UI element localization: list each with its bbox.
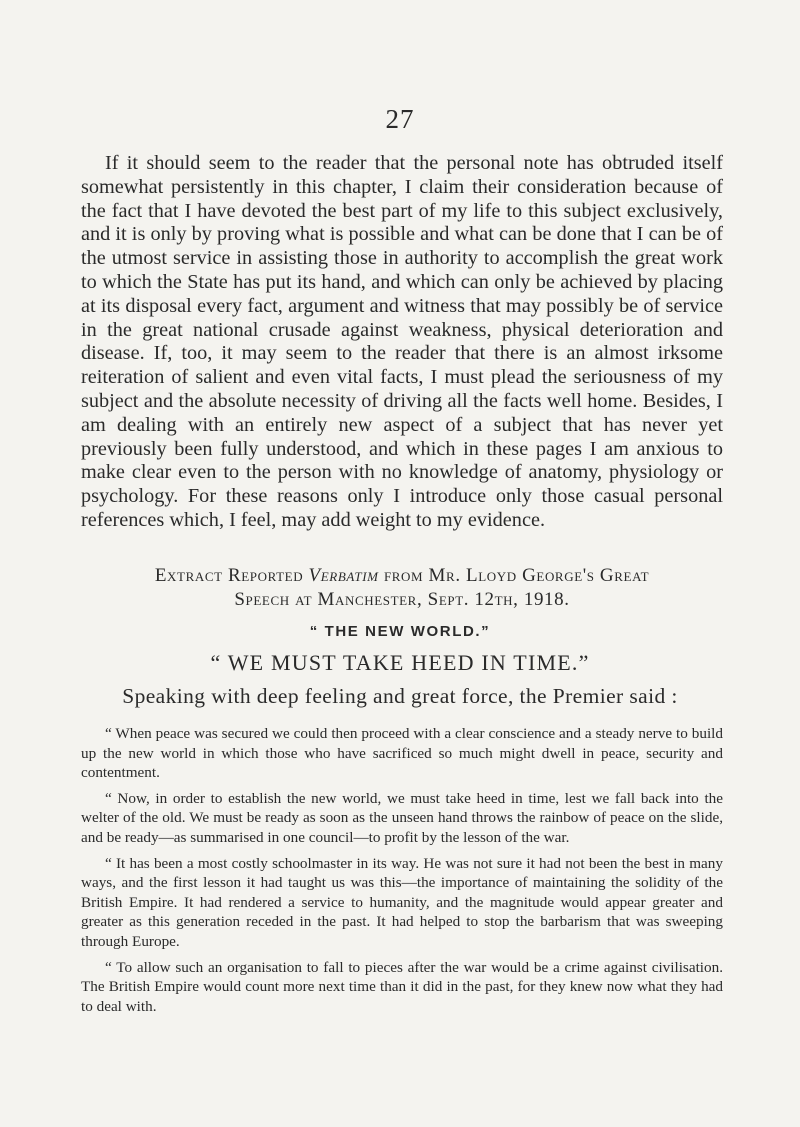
speech-paragraph: “ Now, in order to establish the new world, we must take heed in time, lest we fall back into the welter of the old. We must be ready as soon as the unseen hand throws the rainbow of peace on the slide, and be ready—as summarised in one council—to profit by the lesson of the war. — [81, 789, 723, 846]
speech-body — [81, 724, 723, 1022]
heading-verbatim: Verbatim — [308, 565, 379, 586]
extract-heading-line-2: Speech at Manchester, Sept. 12th, 1918. — [234, 589, 570, 610]
take-heed-title: “ WE MUST TAKE HEED IN TIME.” — [210, 650, 590, 675]
speech-paragraph: “ To allow such an organisation to fall to pieces after the war would be a crime against civilisation. The British Empire would count more next time than it did in the past, for they knew now what they had to deal with. — [81, 958, 723, 1015]
speech-paragraph: “ It has been a most costly schoolmaster in its way. He was not sure it had not been the best in many ways, and the first lesson it had taught us was this—the importance of maintaining the solidity of the British Empire. It had rendered a service to humanity, and the magnitude would appear greater and greater as this generation receded in the past. It had helped to stop the barbarism that was sweeping through Europe. — [81, 854, 723, 950]
speech-paragraph: “ When peace was secured we could then proceed with a clear conscience and a steady nerve to build up the new world in which those who have sacrificed so much might dwell in peace, security and contentment. — [81, 725, 723, 782]
speaking-line: Speaking with deep feeling and great force, the Premier said : — [122, 684, 678, 708]
heading-text-after: from Mr. Lloyd George's Great — [378, 565, 650, 586]
extract-heading-line-1 — [81, 564, 723, 588]
extract-heading — [81, 564, 723, 612]
page-number: 27 — [385, 104, 415, 134]
heading-text-before: Extract Reported — [154, 565, 309, 586]
intro-paragraph: If it should seem to the reader that the personal note has obtruded itself somewhat persistently in this chapter, I claim their consideration because of the fact that I have devoted the best part of my life to this subject exclusively, and it is only by proving what is possible and what can be done that I can be of the utmost service in assisting those in authority to accomplish the great work to which the State has put its hand, and which can only be achieved by placing at its disposal every fact, argument and witness that may possibly be of service in the great national crusade against weakness, physical deterioration and disease. If, too, it may seem to the reader that there is an almost irksome reiteration of salient and even vital facts, I must plead the seriousness of my subject and the absolute necessity of driving all the facts well home. Besides, I am dealing with an entirely new aspect of a subject that has never yet previously been fully understood, and which in these pages I am anxious to make clear even to the person with no knowledge of anatomy, physiology or psychology. For these reasons only I introduce only those casual personal references which, I feel, may add weight to my evidence. — [81, 152, 723, 531]
new-world-title: “ THE NEW WORLD.” — [309, 623, 491, 640]
